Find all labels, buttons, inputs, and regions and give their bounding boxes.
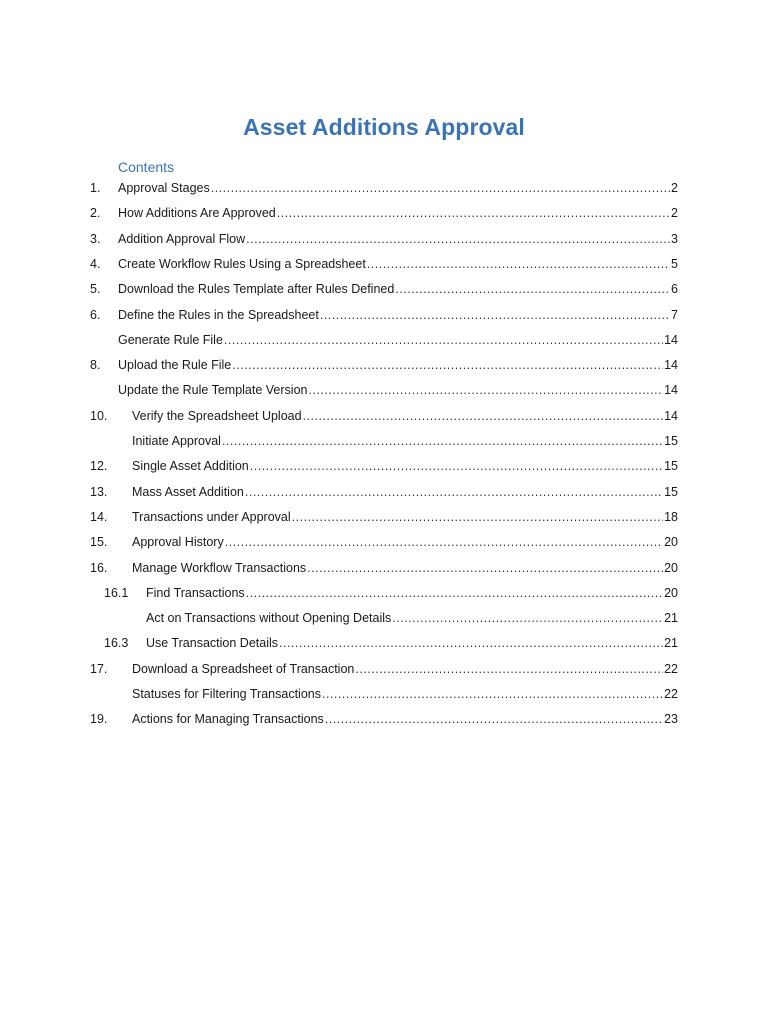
- toc-entry[interactable]: [0, 330, 768, 350]
- toc-entry-line: [132, 709, 678, 729]
- toc-entry-number: 6.: [90, 307, 101, 322]
- toc-entry-label: Verify the Spreadsheet Upload: [132, 408, 302, 423]
- toc-entry-label: Single Asset Addition: [132, 459, 249, 474]
- toc-entry-number: 17.: [90, 661, 108, 676]
- toc-entry-page-number: 2: [671, 206, 678, 221]
- toc-entry-number: 3.: [90, 231, 101, 246]
- toc-entry[interactable]: [0, 254, 768, 274]
- toc-entry-label: Define the Rules in the Spreadsheet: [118, 307, 319, 322]
- toc-entry-label: Download a Spreadsheet of Transaction: [132, 661, 355, 676]
- toc-entry-label: How Additions Are Approved: [118, 206, 276, 221]
- toc-dot-leader: [325, 709, 663, 729]
- toc-entry-line: [132, 507, 678, 527]
- toc-entry-label: Use Transaction Details: [146, 636, 279, 651]
- toc-entry-number: 15.: [90, 535, 108, 550]
- toc-entry-page-number: 22: [664, 687, 678, 701]
- toc-entry[interactable]: [0, 633, 768, 653]
- toc-entry-page-number: 5: [671, 256, 678, 271]
- toc-dot-leader: [292, 507, 663, 527]
- toc-entry-page-number: 15: [664, 459, 678, 474]
- toc-entry-label: Mass Asset Addition: [132, 484, 244, 499]
- toc-entry-line: [118, 229, 678, 249]
- toc-entry-line: [118, 254, 678, 274]
- toc-entry[interactable]: [0, 203, 768, 223]
- toc-entry-number: 1.: [90, 181, 101, 195]
- toc-dot-leader: [250, 456, 663, 476]
- toc-entry-label: Act on Transactions without Opening Details: [146, 611, 392, 626]
- toc-entry-line: [132, 431, 678, 451]
- toc-entry-number: 2.: [90, 206, 101, 221]
- toc-entry-line: [132, 406, 678, 426]
- toc-entry-label: Create Workflow Rules Using a Spreadsheet: [118, 256, 366, 271]
- toc-entry-line: [146, 583, 678, 603]
- toc-entry-page-number: 3: [671, 231, 678, 246]
- toc-entry-label: Manage Workflow Transactions: [132, 560, 307, 575]
- toc-entry-label: Initiate Approval: [132, 434, 221, 448]
- toc-entry[interactable]: [0, 431, 768, 451]
- toc-entry-line: [132, 659, 678, 679]
- toc-entry-label: Update the Rule Template Version: [118, 383, 308, 398]
- toc-entry[interactable]: [0, 482, 768, 502]
- toc-entry-line: [118, 178, 678, 198]
- toc-entry-page-number: 7: [671, 307, 678, 322]
- toc-entry-label: Find Transactions: [146, 585, 245, 600]
- toc-entry-page-number: 18: [664, 509, 678, 524]
- toc-entry[interactable]: [0, 380, 768, 400]
- toc-entry-line: [118, 355, 678, 375]
- toc-entry-number: 16.1: [104, 585, 129, 600]
- toc-entry-line: [118, 203, 678, 223]
- toc-dot-leader: [367, 254, 670, 274]
- toc-entry[interactable]: [0, 456, 768, 476]
- toc-entry-label: Generate Rule File: [118, 332, 223, 347]
- toc-dot-leader: [355, 659, 663, 679]
- toc-entry-page-number: 23: [664, 712, 678, 727]
- toc-entry-line: [118, 330, 678, 350]
- toc-entry-page-number: 14: [664, 383, 678, 398]
- toc-entry[interactable]: [0, 608, 768, 628]
- toc-entry-page-number: 14: [664, 332, 678, 347]
- toc-entry[interactable]: [0, 532, 768, 552]
- toc-entry-page-number: 22: [664, 661, 678, 676]
- toc-entry[interactable]: [0, 659, 768, 679]
- contents-heading: Contents: [118, 159, 175, 175]
- toc-entry-line: [132, 532, 678, 552]
- toc-entry[interactable]: [0, 229, 768, 249]
- toc-entry[interactable]: [0, 178, 768, 198]
- toc-entry-label: Upload the Rule File: [118, 358, 232, 373]
- toc-entry[interactable]: [0, 507, 768, 527]
- toc-entry-page-number: 21: [664, 636, 678, 651]
- toc-entry-label: Approval History: [132, 535, 224, 550]
- toc-dot-leader: [225, 532, 663, 552]
- toc-dot-leader: [246, 583, 663, 603]
- toc-entry-page-number: 14: [664, 408, 678, 423]
- toc-dot-leader: [246, 229, 670, 249]
- toc-entry-number: 16.: [90, 560, 108, 575]
- toc-entry[interactable]: [0, 684, 768, 704]
- toc-dot-leader: [277, 203, 670, 223]
- toc-entry[interactable]: [0, 558, 768, 578]
- toc-dot-leader: [232, 355, 663, 375]
- toc-entry-page-number: 20: [664, 585, 678, 600]
- toc-dot-leader: [245, 482, 663, 502]
- toc-entry-number: 14.: [90, 509, 108, 524]
- toc-entry-label: Statuses for Filtering Transactions: [132, 687, 321, 701]
- toc-entry-number: 5.: [90, 282, 101, 297]
- toc-entry-page-number: 20: [664, 535, 678, 550]
- toc-entry-number: 12.: [90, 459, 108, 474]
- toc-entry-page-number: 2: [671, 181, 678, 195]
- toc-dot-leader: [395, 279, 670, 299]
- toc-entry[interactable]: [0, 279, 768, 299]
- toc-entry-number: 16.3: [104, 636, 129, 651]
- toc-dot-leader: [320, 305, 670, 325]
- toc-entry-number: 13.: [90, 484, 108, 499]
- toc-dot-leader: [308, 380, 663, 400]
- toc-dot-leader: [222, 431, 663, 451]
- toc-entry-line: [118, 380, 678, 400]
- document-title: Asset Additions Approval: [243, 114, 525, 141]
- toc-entry-line: [132, 558, 678, 578]
- toc-dot-leader: [224, 330, 663, 350]
- toc-dot-leader: [322, 684, 663, 704]
- toc-dot-leader: [279, 633, 663, 653]
- toc-entry-number: 19.: [90, 712, 108, 727]
- toc-entry-page-number: 15: [664, 434, 678, 448]
- toc-entry-line: [118, 279, 678, 299]
- toc-entry[interactable]: [0, 583, 768, 603]
- toc-entry-page-number: 20: [664, 560, 678, 575]
- toc-entry-number: 10.: [90, 408, 108, 423]
- toc-entry-number: 8.: [90, 358, 101, 373]
- toc-dot-leader: [211, 178, 670, 198]
- toc-entry[interactable]: [0, 355, 768, 375]
- toc-entry[interactable]: [0, 305, 768, 325]
- toc-entry-line: [146, 608, 678, 628]
- toc-entry-line: [118, 305, 678, 325]
- toc-entry-page-number: 14: [664, 358, 678, 373]
- toc-entry-line: [132, 684, 678, 704]
- toc-entry-label: Approval Stages: [118, 181, 210, 195]
- toc-entry-label: Download the Rules Template after Rules Defined: [118, 282, 395, 297]
- toc-entry-page-number: 6: [671, 282, 678, 297]
- toc-entry[interactable]: [0, 406, 768, 426]
- toc-entry[interactable]: [0, 709, 768, 729]
- toc-entry-line: [146, 633, 678, 653]
- toc-entry-label: Actions for Managing Transactions: [132, 712, 324, 727]
- toc-entry-line: [132, 456, 678, 476]
- toc-entry-page-number: 15: [664, 484, 678, 499]
- toc-entry-line: [132, 482, 678, 502]
- toc-dot-leader: [303, 406, 664, 426]
- toc-dot-leader: [392, 608, 663, 628]
- toc-dot-leader: [307, 558, 663, 578]
- toc-entry-page-number: 21: [664, 611, 678, 626]
- toc-entry-label: Transactions under Approval: [132, 509, 291, 524]
- toc-entry-label: Addition Approval Flow: [118, 231, 246, 246]
- toc-entry-number: 4.: [90, 256, 101, 271]
